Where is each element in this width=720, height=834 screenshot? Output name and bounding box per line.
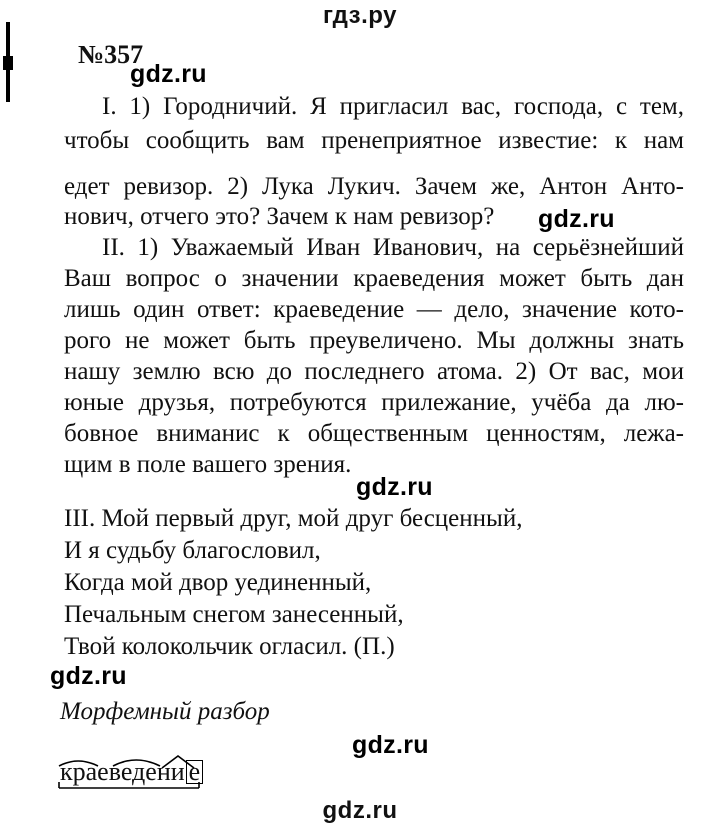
text-line-2: чтобы сообщить вам пренеприятное известие: к нам: [64, 127, 684, 154]
morph-ending: е: [186, 760, 204, 784]
watermark: gdz.ru: [130, 60, 207, 88]
poem-line-1: III. Мой первый друг, мой друг бесценный,: [64, 505, 523, 532]
text-line-3: едет ревизор. 2) Лука Лукич. Зачем же, Антон Анто-: [64, 173, 684, 200]
morph-word: [60, 757, 203, 787]
text-line-10: юные друзья, потребуются прилежание, учёба да лю-: [64, 389, 684, 416]
text-line-7: лишь один ответ: краеведение — дело, значение кото-: [64, 296, 684, 323]
poem-line-2: И я судьбу благословил,: [64, 537, 321, 564]
text-line-5: II. 1) Уважаемый Иван Иванович, на серьёзнейший: [102, 234, 684, 261]
text-line-8: рого не может быть преувеличено. Мы должны знать: [64, 327, 684, 354]
site-footer[interactable]: gdz.ru: [322, 797, 398, 824]
morph-connector: е: [97, 757, 109, 786]
text-line-1: I. 1) Городничий. Я пригласил вас, господа, с тем,: [102, 93, 684, 120]
watermark: gdz.ru: [356, 473, 433, 501]
morph-suffix: ени: [145, 757, 185, 786]
morph-heading: Морфемный разбор: [60, 698, 270, 725]
poem-line-5: Твой колокольчик огласил. (П.): [64, 633, 395, 660]
watermark: gdz.ru: [352, 731, 429, 759]
watermark: gdz.ru: [50, 662, 127, 690]
text-line-6: Ваш вопрос о значении краеведения может быть дан: [64, 265, 684, 292]
watermark: gdz.ru: [538, 205, 615, 233]
morph-root-1: кра: [60, 757, 98, 786]
task-number: №357: [78, 40, 144, 69]
morph-root-2: вед: [108, 757, 146, 786]
text-line-9: нашу землю всю до последнего атома. 2) От вас, мои: [64, 358, 684, 385]
page-edge-mark-tip: [3, 56, 13, 70]
text-line-4: нович, отчего это? Зачем к нам ревизор?: [64, 203, 495, 230]
poem-line-4: Печальным снегом занесенный,: [64, 601, 404, 628]
poem-line-3: Когда мой двор уединенный,: [64, 569, 372, 596]
site-header[interactable]: гдз.ру: [323, 2, 397, 29]
text-line-11: бовное вниманис к общественным ценностям, лежа-: [64, 420, 684, 447]
text-line-12: щим в поле вашего зрения.: [64, 451, 352, 478]
